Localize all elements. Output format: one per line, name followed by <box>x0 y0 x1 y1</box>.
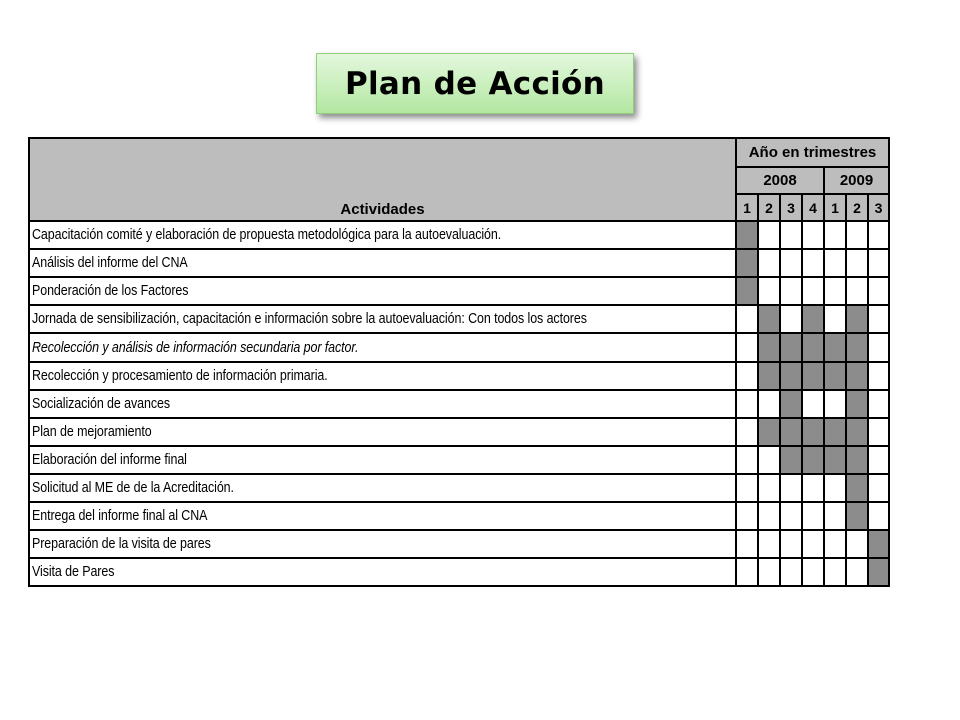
schedule-cell <box>824 474 846 502</box>
schedule-cell <box>868 502 889 530</box>
quarter-header: 3 <box>780 194 802 221</box>
schedule-cell <box>802 502 824 530</box>
schedule-cell <box>846 249 868 277</box>
schedule-cell <box>868 362 889 390</box>
schedule-cell <box>758 249 780 277</box>
action-plan-table <box>28 137 890 587</box>
schedule-cell <box>758 530 780 558</box>
activity-label <box>29 249 736 277</box>
schedule-cell <box>868 390 889 418</box>
schedule-cell <box>736 333 758 362</box>
schedule-cell-active <box>824 418 846 446</box>
schedule-cell <box>736 558 758 586</box>
schedule-cell-active <box>802 446 824 474</box>
schedule-cell-active <box>802 418 824 446</box>
schedule-cell <box>846 221 868 249</box>
year-header: 2008 <box>736 167 824 194</box>
schedule-cell <box>868 446 889 474</box>
activity-text: Capacitación comité y elaboración de propuesta metodológica para la autoevaluación. <box>32 227 502 243</box>
schedule-cell <box>824 221 846 249</box>
schedule-cell <box>780 502 802 530</box>
schedule-cell-active <box>736 277 758 305</box>
schedule-cell <box>868 221 889 249</box>
activity-text: Plan de mejoramiento <box>32 424 152 440</box>
schedule-cell <box>758 446 780 474</box>
schedule-cell <box>846 558 868 586</box>
schedule-cell <box>780 221 802 249</box>
schedule-cell <box>802 277 824 305</box>
schedule-cell <box>802 530 824 558</box>
schedule-cell <box>824 305 846 333</box>
schedule-cell <box>736 305 758 333</box>
schedule-cell <box>780 249 802 277</box>
table-row <box>29 221 889 249</box>
table-row <box>29 502 889 530</box>
schedule-cell <box>758 474 780 502</box>
schedule-cell <box>780 530 802 558</box>
schedule-cell <box>736 530 758 558</box>
schedule-cell-active <box>846 502 868 530</box>
schedule-cell <box>824 530 846 558</box>
schedule-cell-active <box>758 362 780 390</box>
schedule-cell <box>868 474 889 502</box>
table-row <box>29 446 889 474</box>
activity-text: Solicitud al ME de de la Acreditación. <box>32 480 234 496</box>
schedule-cell-active <box>802 362 824 390</box>
schedule-cell <box>758 390 780 418</box>
table-row <box>29 418 889 446</box>
table-row <box>29 558 889 586</box>
activity-label <box>29 530 736 558</box>
schedule-cell-active <box>736 221 758 249</box>
schedule-cell <box>824 558 846 586</box>
quarter-header: 1 <box>824 194 846 221</box>
schedule-cell <box>802 474 824 502</box>
schedule-cell-active <box>780 333 802 362</box>
schedule-cell-active <box>846 305 868 333</box>
schedule-cell-active <box>824 362 846 390</box>
schedule-cell-active <box>868 558 889 586</box>
period-header: Año en trimestres <box>736 138 889 167</box>
quarter-header: 4 <box>802 194 824 221</box>
schedule-cell <box>824 249 846 277</box>
schedule-cell-active <box>846 446 868 474</box>
schedule-cell-active <box>846 474 868 502</box>
schedule-cell <box>868 305 889 333</box>
schedule-cell <box>824 502 846 530</box>
schedule-cell-active <box>802 305 824 333</box>
quarter-header: 2 <box>758 194 780 221</box>
schedule-cell <box>736 362 758 390</box>
schedule-cell-active <box>780 418 802 446</box>
schedule-cell <box>736 474 758 502</box>
activity-label <box>29 418 736 446</box>
schedule-cell <box>824 277 846 305</box>
schedule-cell-active <box>846 418 868 446</box>
activity-text: Elaboración del informe final <box>32 452 187 468</box>
schedule-cell <box>802 249 824 277</box>
table-row <box>29 390 889 418</box>
schedule-cell <box>780 305 802 333</box>
table-row <box>29 305 889 333</box>
quarter-header: 2 <box>846 194 868 221</box>
schedule-cell <box>758 277 780 305</box>
schedule-cell <box>846 277 868 305</box>
schedule-cell <box>758 221 780 249</box>
activities-header: Actividades <box>29 138 736 221</box>
activity-label <box>29 305 736 333</box>
table-row <box>29 474 889 502</box>
activity-label <box>29 390 736 418</box>
schedule-cell-active <box>736 249 758 277</box>
schedule-cell-active <box>780 446 802 474</box>
schedule-cell <box>758 502 780 530</box>
table-row <box>29 249 889 277</box>
activity-text: Recolección y análisis de información secundaria por factor. <box>32 339 359 356</box>
activity-label <box>29 502 736 530</box>
activity-text: Jornada de sensibilización, capacitación e información sobre la autoevaluación: Con todos los actores <box>32 311 587 327</box>
schedule-cell-active <box>780 362 802 390</box>
activity-label <box>29 333 736 362</box>
schedule-cell <box>802 390 824 418</box>
quarter-header: 3 <box>868 194 889 221</box>
table-row <box>29 362 889 390</box>
schedule-cell <box>758 558 780 586</box>
quarter-header: 1 <box>736 194 758 221</box>
schedule-cell <box>736 446 758 474</box>
table-row <box>29 277 889 305</box>
schedule-cell <box>736 418 758 446</box>
activity-text: Preparación de la visita de pares <box>32 536 211 552</box>
schedule-cell <box>868 418 889 446</box>
activity-text: Recolección y procesamiento de información primaria. <box>32 368 328 384</box>
schedule-cell-active <box>846 333 868 362</box>
year-header: 2009 <box>824 167 889 194</box>
schedule-cell-active <box>824 333 846 362</box>
activity-label <box>29 221 736 249</box>
schedule-cell <box>780 277 802 305</box>
schedule-cell-active <box>780 390 802 418</box>
activity-text: Socialización de avances <box>32 396 170 412</box>
schedule-cell <box>780 474 802 502</box>
title-banner <box>316 53 634 114</box>
schedule-cell-active <box>846 390 868 418</box>
activity-label <box>29 277 736 305</box>
schedule-cell <box>868 249 889 277</box>
schedule-cell-active <box>758 418 780 446</box>
activity-text: Entrega del informe final al CNA <box>32 508 208 524</box>
schedule-cell-active <box>846 362 868 390</box>
schedule-cell <box>868 277 889 305</box>
activity-label <box>29 362 736 390</box>
activity-label <box>29 558 736 586</box>
schedule-cell <box>736 502 758 530</box>
table-row <box>29 530 889 558</box>
schedule-cell-active <box>824 446 846 474</box>
activity-label <box>29 474 736 502</box>
table-row <box>29 333 889 362</box>
schedule-cell <box>802 221 824 249</box>
page-title: Plan de Acción <box>344 65 606 102</box>
activity-text: Análisis del informe del CNA <box>32 255 188 271</box>
activity-text: Ponderación de los Factores <box>32 283 189 299</box>
schedule-cell <box>846 530 868 558</box>
schedule-cell <box>736 390 758 418</box>
schedule-cell-active <box>758 305 780 333</box>
schedule-cell-active <box>802 333 824 362</box>
activity-label <box>29 446 736 474</box>
schedule-cell <box>780 558 802 586</box>
schedule-cell <box>824 390 846 418</box>
schedule-cell <box>802 558 824 586</box>
schedule-cell <box>868 333 889 362</box>
activity-text: Visita de Pares <box>32 564 115 580</box>
schedule-cell-active <box>868 530 889 558</box>
schedule-cell-active <box>758 333 780 362</box>
